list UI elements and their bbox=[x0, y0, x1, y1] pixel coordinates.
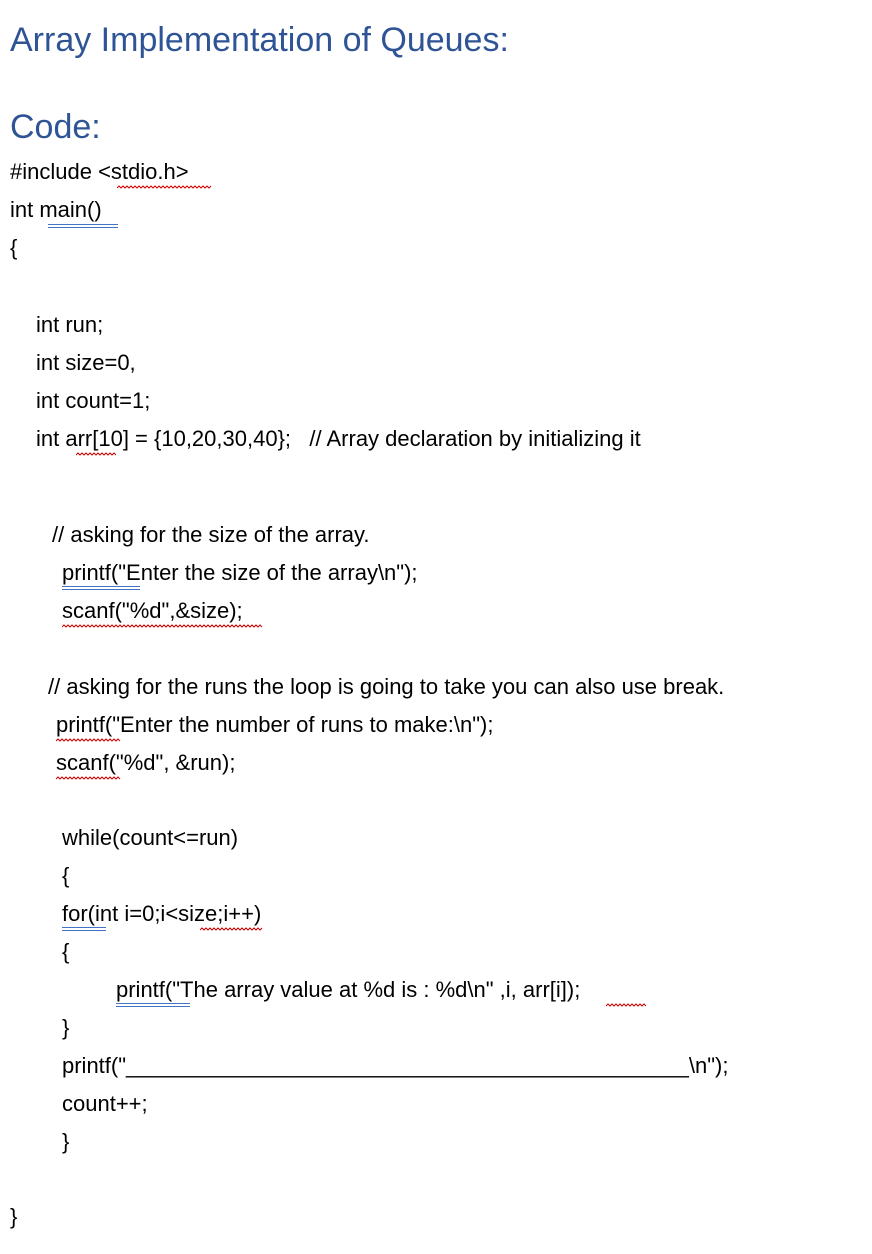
code-line-decl-array: int arr[10] = {10,20,30,40}; // Array declaration by initializing it bbox=[36, 426, 641, 451]
code-line-while-open-brace: { bbox=[62, 863, 70, 888]
grammar-underline bbox=[62, 586, 140, 590]
code-comment-runs: // asking for the runs the loop is going to take you can also use break. bbox=[48, 674, 725, 699]
code-line-while-close-brace: } bbox=[62, 1129, 70, 1154]
code-comment-size: // asking for the size of the array. bbox=[52, 522, 370, 547]
grammar-underline bbox=[62, 927, 106, 931]
code-line-main-signature: int main() bbox=[10, 197, 102, 222]
code-line-main-close-brace: } bbox=[10, 1204, 18, 1229]
code-heading: Code: bbox=[10, 108, 101, 146]
spelling-underline bbox=[62, 624, 264, 628]
code-line-printf-value: printf("The array value at %d is : %d\n" ,i, arr[i]); bbox=[116, 977, 581, 1002]
code-line-decl-count: int count=1; bbox=[36, 388, 151, 413]
code-line-for: for(int i=0;i<size;i++) bbox=[62, 901, 262, 926]
code-line-printf-size: printf("Enter the size of the array\n"); bbox=[62, 560, 418, 585]
spelling-underline bbox=[117, 185, 212, 189]
code-line-include: #include <stdio.h> bbox=[10, 159, 189, 184]
code-line-for-close-brace: } bbox=[62, 1015, 70, 1040]
grammar-underline bbox=[48, 224, 118, 228]
code-line-decl-run: int run; bbox=[36, 312, 104, 337]
spelling-underline bbox=[56, 776, 122, 780]
code-line-for-open-brace: { bbox=[62, 939, 70, 964]
code-line-scanf-size: scanf("%d",&size); bbox=[62, 598, 243, 623]
code-line-decl-size: int size=0, bbox=[36, 350, 136, 375]
code-line-count-increment: count++; bbox=[62, 1091, 148, 1116]
code-line-open-brace: { bbox=[10, 235, 18, 260]
spelling-underline bbox=[606, 1003, 646, 1007]
code-line-printf-runs: printf("Enter the number of runs to make:\n"); bbox=[56, 712, 494, 737]
document-title: Array Implementation of Queues: bbox=[10, 21, 509, 59]
spelling-underline bbox=[76, 452, 116, 456]
spelling-underline bbox=[56, 738, 122, 742]
code-line-while: while(count<=run) bbox=[62, 825, 239, 850]
code-line-scanf-runs: scanf("%d", &run); bbox=[56, 750, 236, 775]
code-line-printf-separator: printf("______________________________________________\n"); bbox=[62, 1053, 729, 1078]
grammar-underline bbox=[116, 1003, 190, 1007]
spelling-underline bbox=[200, 927, 264, 931]
